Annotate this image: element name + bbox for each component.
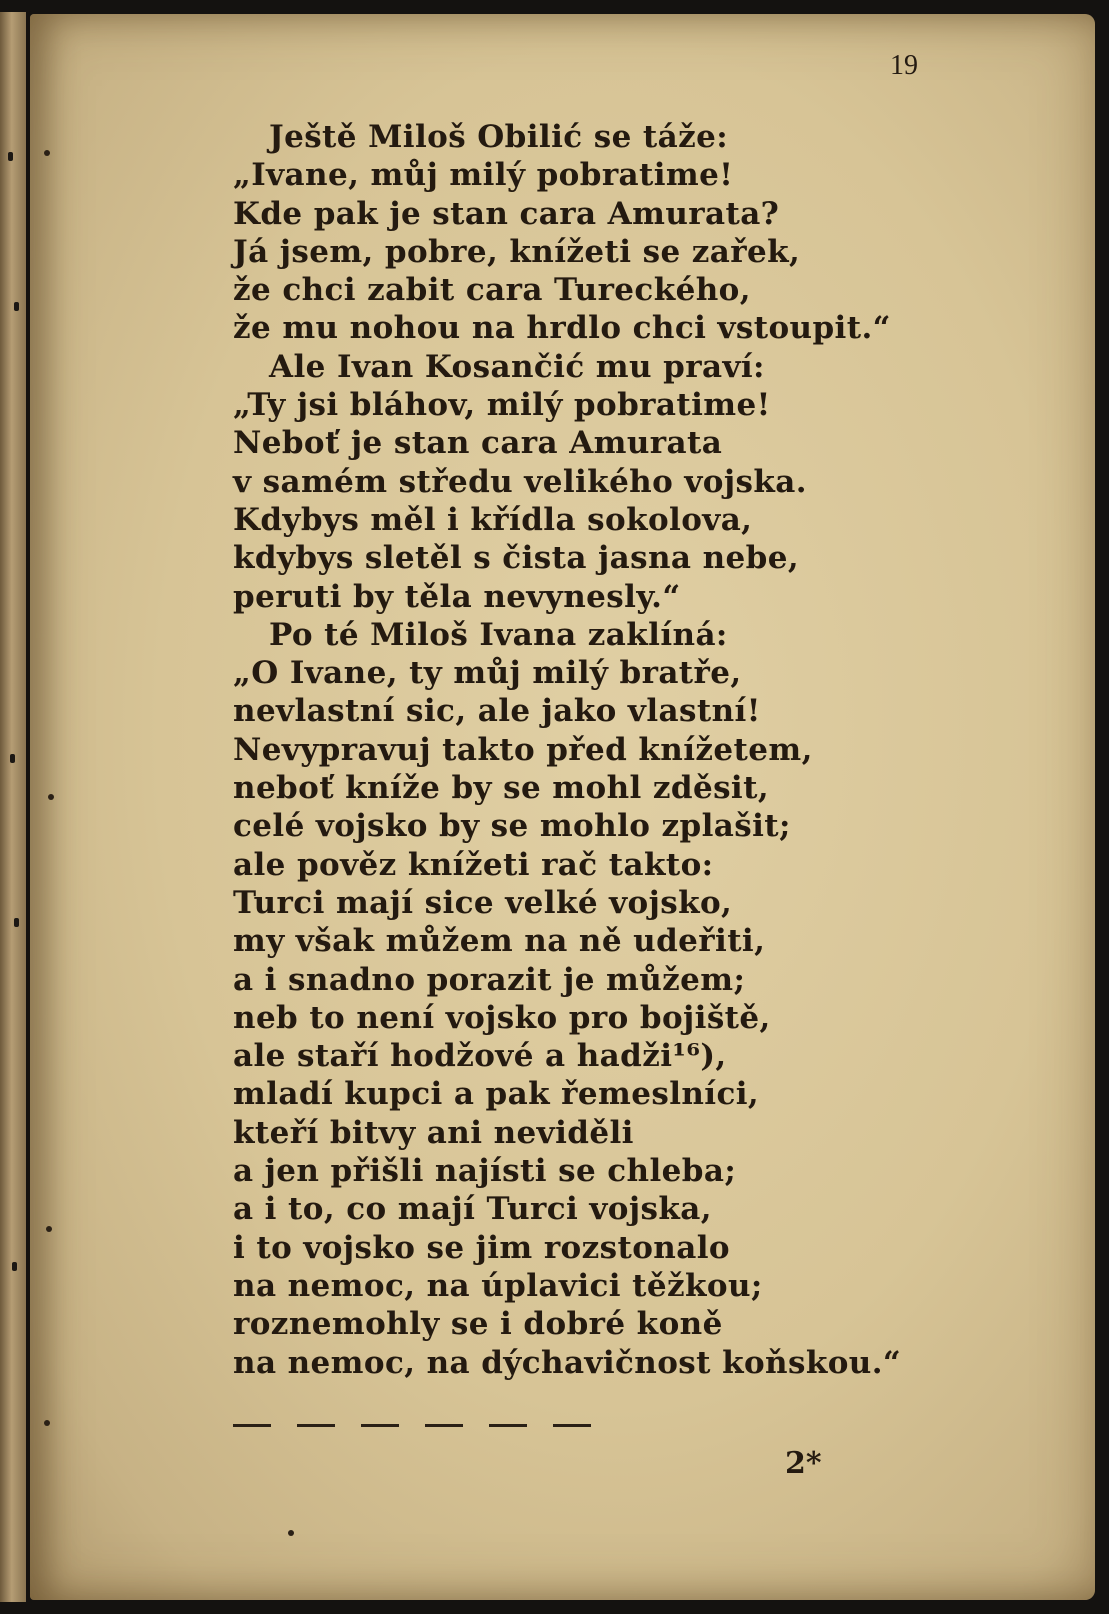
poem-line: mladí kupci a pak řemeslníci, xyxy=(233,1076,760,1113)
poem-line: „O Ivane, ty můj milý bratře, xyxy=(233,655,742,692)
poem-line: Kde pak je stan cara Amurata? xyxy=(233,195,780,232)
poem-line: kteří bitvy ani neviděli xyxy=(233,1114,634,1151)
previous-page-edge xyxy=(0,12,26,1602)
poem-line: roznemohly se i dobré koně xyxy=(233,1306,723,1343)
poem-line: Kdybys měl i křídla sokolova, xyxy=(233,501,753,538)
divider-dash xyxy=(489,1424,527,1427)
poem-line: že chci zabit cara Tureckého, xyxy=(233,272,751,309)
divider-dash xyxy=(361,1424,399,1427)
ink-speck xyxy=(44,150,50,156)
poem-line: v samém středu velikého vojska. xyxy=(233,463,807,500)
poem-line: a jen přišli najísti se chleba; xyxy=(233,1153,737,1190)
poem-line: na nemoc, na úplavici těžkou; xyxy=(233,1267,763,1304)
book-page xyxy=(30,14,1095,1600)
poem-line: celé vojsko by se mohlo zplašit; xyxy=(233,808,791,845)
ink-speck xyxy=(46,1226,52,1232)
divider-dash xyxy=(425,1424,463,1427)
poem-text xyxy=(233,118,913,1382)
divider-dash xyxy=(297,1424,335,1427)
poem-line: Turci mají sice velké vojsko, xyxy=(233,884,733,921)
gutter-mark xyxy=(14,302,19,311)
poem-line: Neboť je stan cara Amurata xyxy=(233,425,723,462)
poem-line: na nemoc, na dýchavičnost koňskou.“ xyxy=(233,1344,902,1381)
gutter-mark xyxy=(8,152,13,161)
poem-line: Nevypravuj takto před knížetem, xyxy=(233,731,813,768)
ink-speck xyxy=(48,794,54,800)
poem-line: a i to, co mají Turci vojska, xyxy=(233,1191,712,1228)
ink-speck xyxy=(44,1420,50,1426)
printer-signature-mark: 2* xyxy=(785,1446,822,1481)
poem-line: kdybys sletěl s čista jasna nebe, xyxy=(233,540,800,577)
poem-line: neboť kníže by se mohl zděsit, xyxy=(233,770,770,807)
poem-line: že mu nohou na hrdlo chci vstoupit.“ xyxy=(233,310,891,347)
poem-line: Já jsem, pobre, knížeti se zařek, xyxy=(233,233,801,270)
poem-line: „Ivane, můj milý pobratime! xyxy=(233,157,734,194)
poem-line: my však můžem na ně udeřiti, xyxy=(233,923,766,960)
divider-dash xyxy=(233,1424,271,1427)
poem-line: a i snadno porazit je můžem; xyxy=(233,961,746,998)
divider-dash xyxy=(553,1424,591,1427)
ink-speck xyxy=(288,1530,294,1536)
poem-line: ale staří hodžové a hadži¹⁶), xyxy=(233,1038,727,1075)
poem-line: Ale Ivan Kosančić mu praví: xyxy=(269,348,765,385)
poem-line: peruti by těla nevynesly.“ xyxy=(233,578,681,615)
poem-line: Ještě Miloš Obilić se táže: xyxy=(269,119,729,155)
section-divider xyxy=(233,1424,591,1427)
poem-line: nevlastní sic, ale jako vlastní! xyxy=(233,693,761,730)
gutter-mark xyxy=(14,918,19,927)
page-number: 19 xyxy=(890,50,918,81)
poem-line: Po té Miloš Ivana zaklíná: xyxy=(269,616,728,653)
poem-line: neb to není vojsko pro bojiště, xyxy=(233,999,771,1036)
gutter-mark xyxy=(12,1262,17,1271)
poem-line: „Ty jsi bláhov, milý pobratime! xyxy=(233,387,771,424)
poem-line: ale pověz knížeti rač takto: xyxy=(233,846,714,883)
poem-line: i to vojsko se jim rozstonalo xyxy=(233,1229,730,1266)
gutter-mark xyxy=(10,754,15,763)
